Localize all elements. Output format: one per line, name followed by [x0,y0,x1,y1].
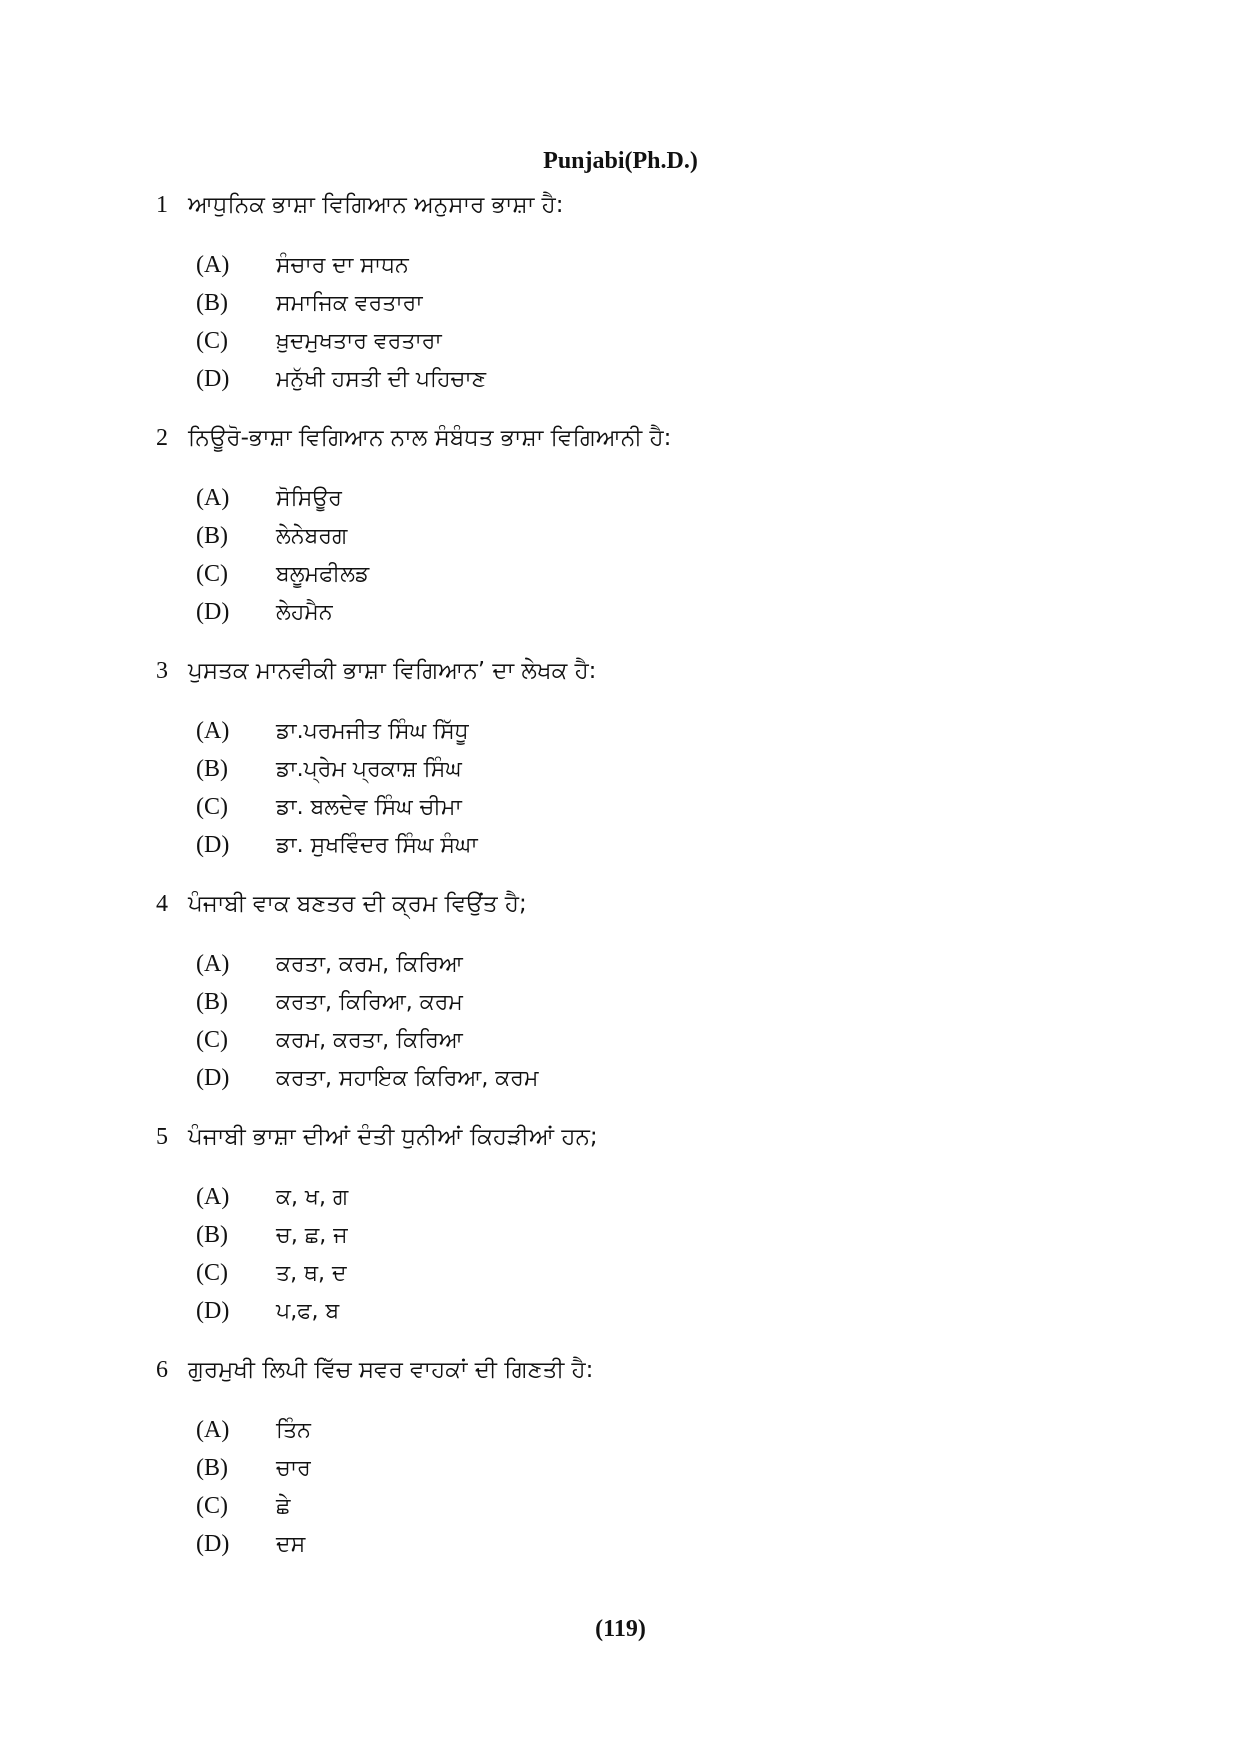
question-number: 4 [156,891,168,917]
option-label: (C) [196,561,228,587]
question-text: ਗੁਰਮੁਖੀ ਲਿਪੀ ਵਿੱਚ ਸਵਰ ਵਾਹਕਾਂ ਦੀ ਗਿਣਤੀ ਹੈ: [188,1357,594,1383]
question-text: ਆਧੁਨਿਕ ਭਾਸ਼ਾ ਵਿਗਿਆਨ ਅਨੁਸਾਰ ਭਾਸ਼ਾ ਹੈ: [188,192,564,218]
option-a [196,951,1156,989]
question-number: 2 [156,425,168,451]
option-text: ਚਾਰ [276,1456,311,1481]
option-c [196,561,1156,599]
question-2 [156,425,1156,637]
option-label: (A) [196,485,230,511]
option-text: ਡਾ.ਪ੍ਰੇਮ ਪ੍ਰਕਾਸ਼ ਸਿੰਘ [276,757,462,782]
option-text: ਕਰਤਾ, ਕਿਰਿਆ, ਕਰਮ [276,990,463,1015]
option-label: (C) [196,328,228,354]
option-text: ਦਸ [276,1532,306,1557]
question-number: 1 [156,192,168,218]
option-b [196,989,1156,1027]
option-c [196,1493,1156,1531]
option-text: ਲੇਨੇਬਰਗ [276,524,348,549]
option-label: (D) [196,832,230,858]
option-c [196,1027,1156,1065]
option-b [196,1455,1156,1493]
option-d [196,1531,1156,1569]
option-d [196,832,1156,870]
option-a [196,1184,1156,1222]
option-text: ਡਾ.ਪਰਮਜੀਤ ਸਿੰਘ ਸਿੱਧੂ [276,719,469,744]
option-text: ਸੋਸਿਊਰ [276,486,342,511]
options-list [196,1417,1156,1569]
option-text: ਚ, ਛ, ਜ [276,1223,348,1248]
option-b [196,756,1156,794]
option-text: ਕਰਮ, ਕਰਤਾ, ਕਿਰਿਆ [276,1028,463,1053]
option-label: (D) [196,1065,230,1091]
option-text: ਕਰਤਾ, ਸਹਾਇਕ ਕਿਰਿਆ, ਕਰਮ [276,1066,539,1091]
question-number: 6 [156,1357,168,1383]
option-text: ਸੰਚਾਰ ਦਾ ਸਾਧਨ [276,253,409,278]
option-text: ਖ਼ੁਦਮੁਖਤਾਰ ਵਰਤਾਰਾ [276,329,442,354]
option-text: ਕ, ਖ, ਗ [276,1185,349,1210]
option-label: (A) [196,951,230,977]
question-text: ਨਿਊਰੋ-ਭਾਸ਼ਾ ਵਿਗਿਆਨ ਨਾਲ ਸੰਬੰਧਤ ਭਾਸ਼ਾ ਵਿਗਿਆਨੀ ਹੈ: [188,425,672,451]
question-3 [156,658,1156,870]
option-label: (D) [196,599,230,625]
option-text: ਤਿੰਨ [276,1418,311,1443]
option-text: ਮਨੁੱਖੀ ਹਸਤੀ ਦੀ ਪਹਿਚਾਣ [276,367,487,392]
option-b [196,1222,1156,1260]
option-label: (A) [196,252,230,278]
option-text: ਲੇਹਮੈਨ [276,600,333,625]
option-c [196,1260,1156,1298]
question-text: ਪੰਜਾਬੀ ਭਾਸ਼ਾ ਦੀਆਂ ਦੰਤੀ ਧੁਨੀਆਂ ਕਿਹੜੀਆਂ ਹਨ; [188,1124,598,1150]
option-b [196,523,1156,561]
option-d [196,1298,1156,1336]
question-stem [156,1357,1156,1397]
option-label: (D) [196,366,230,392]
question-stem [156,425,1156,465]
options-list [196,718,1156,870]
option-text: ਸਮਾਜਿਕ ਵਰਤਾਰਾ [276,291,423,316]
question-4 [156,891,1156,1103]
question-stem [156,192,1156,232]
question-5 [156,1124,1156,1336]
option-a [196,718,1156,756]
page-title [0,148,1241,175]
page-number: (119) [595,1616,646,1642]
options-list [196,485,1156,637]
option-text: ਬਲੂਮਫੀਲਡ [276,562,370,587]
option-label: (C) [196,1260,228,1286]
option-text: ਛੇ [276,1494,291,1519]
option-label: (B) [196,1222,228,1248]
question-stem [156,1124,1156,1164]
option-text: ਕਰਤਾ, ਕਰਮ, ਕਿਰਿਆ [276,952,463,977]
option-b [196,290,1156,328]
option-label: (C) [196,794,228,820]
option-label: (B) [196,523,228,549]
question-text: ਪੰਜਾਬੀ ਵਾਕ ਬਣਤਰ ਦੀ ਕ੍ਰਮ ਵਿਉਂਤ ਹੈ; [188,891,527,917]
question-number: 3 [156,658,168,684]
option-label: (D) [196,1298,230,1324]
options-list [196,1184,1156,1336]
option-label: (A) [196,1184,230,1210]
option-c [196,328,1156,366]
option-label: (C) [196,1493,228,1519]
option-d [196,366,1156,404]
option-a [196,1417,1156,1455]
question-stem [156,658,1156,698]
option-text: ਤ, ਥ, ਦ [276,1261,347,1286]
option-text: ਡਾ. ਬਲਦੇਵ ਸਿੰਘ ਚੀਮਾ [276,795,462,820]
question-6 [156,1357,1156,1569]
options-list [196,951,1156,1103]
option-c [196,794,1156,832]
page-title-text: Punjabi(Ph.D.) [543,148,698,174]
question-number: 5 [156,1124,168,1150]
question-stem [156,891,1156,931]
option-text: ਡਾ. ਸੁਖਵਿੰਦਰ ਸਿੰਘ ਸੰਘਾ [276,833,478,858]
option-label: (D) [196,1531,230,1557]
option-label: (C) [196,1027,228,1053]
option-label: (B) [196,290,228,316]
options-list [196,252,1156,404]
option-a [196,485,1156,523]
option-label: (A) [196,718,230,744]
option-label: (B) [196,989,228,1015]
option-a [196,252,1156,290]
option-label: (B) [196,756,228,782]
option-d [196,1065,1156,1103]
option-d [196,599,1156,637]
question-text: ਪੁਸਤਕ ਮਾਨਵੀਕੀ ਭਾਸ਼ਾ ਵਿਗਿਆਨ’ ਦਾ ਲੇਖਕ ਹੈ: [188,658,597,684]
option-label: (B) [196,1455,228,1481]
option-text: ਪ,ਫ, ਬ [276,1299,340,1324]
option-label: (A) [196,1417,230,1443]
question-1 [156,192,1156,404]
